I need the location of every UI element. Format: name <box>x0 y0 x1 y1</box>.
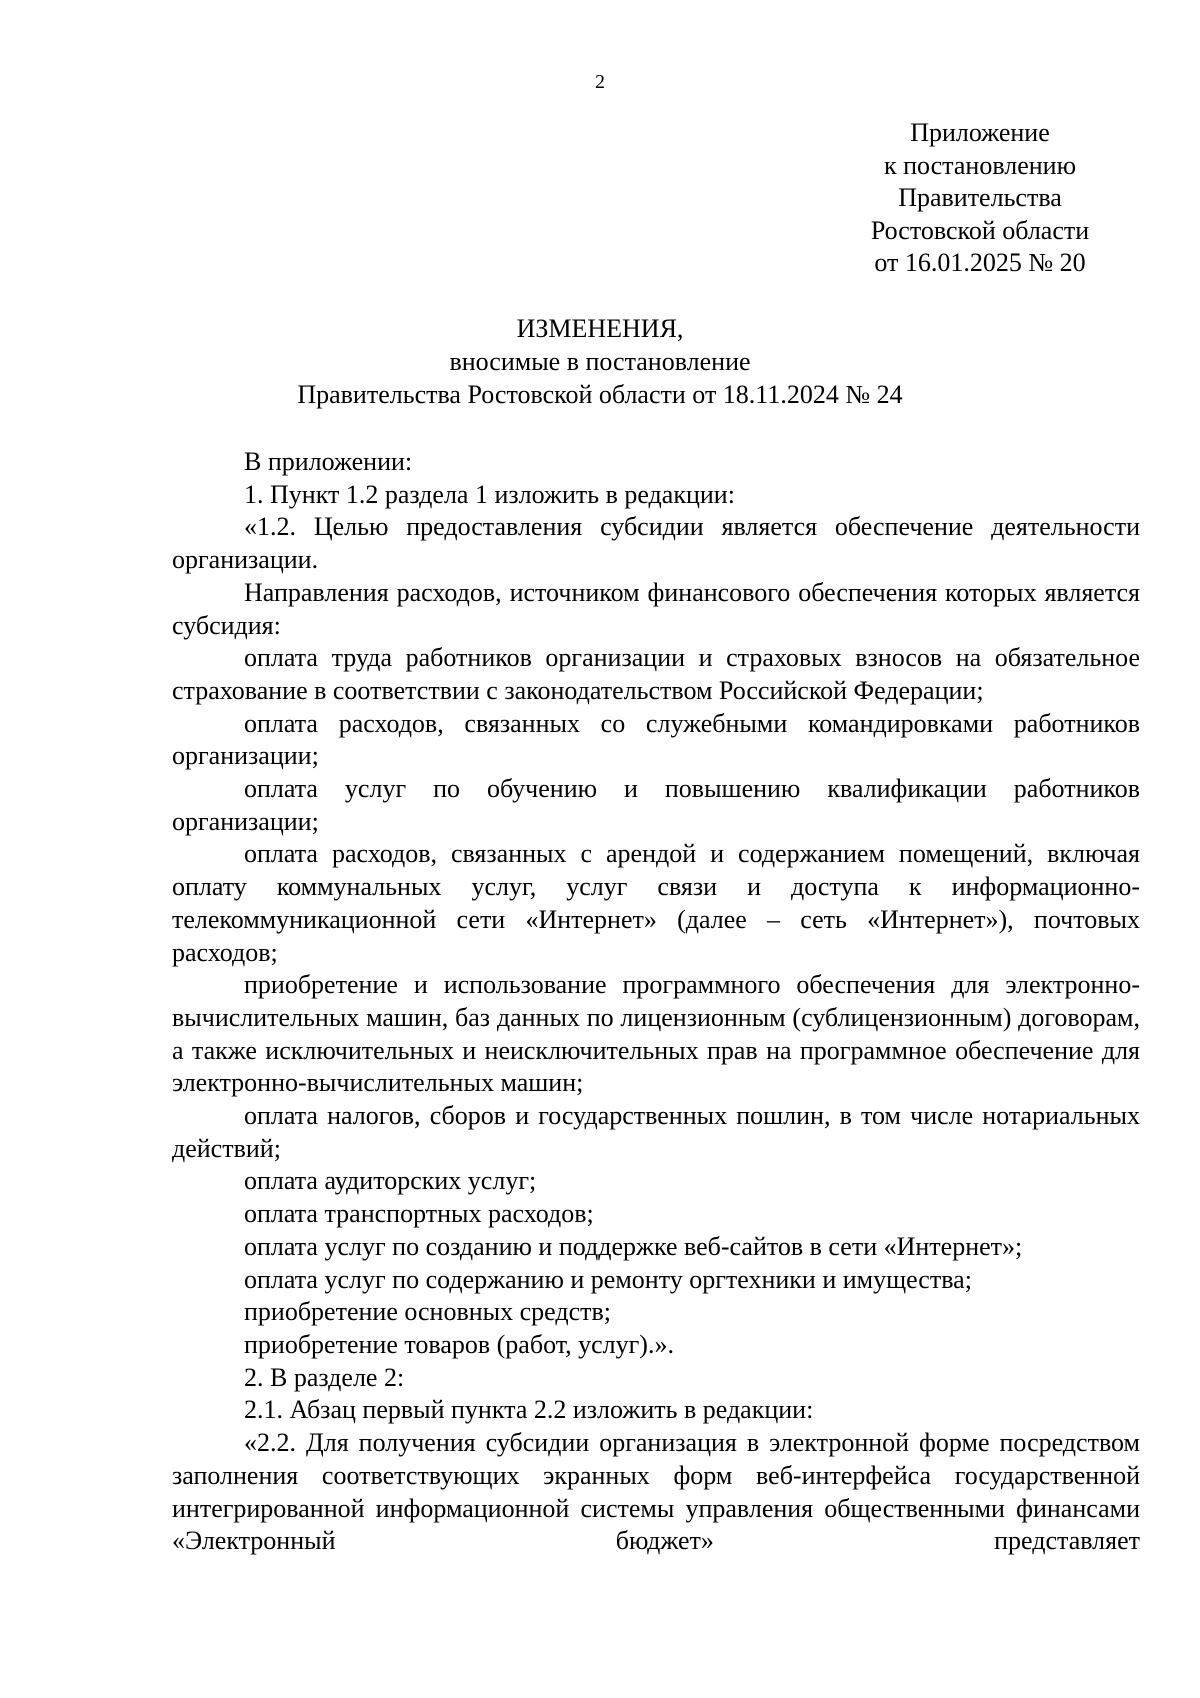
document-subtitle: Правительства Ростовской области от 18.11.2024 № 24 <box>297 380 903 409</box>
paragraph: Направления расходов, источником финансового обеспечения которых является субсидия: <box>172 577 1140 640</box>
appendix-line: от 16.01.2025 № 20 <box>874 248 1086 277</box>
paragraph: 1. Пункт 1.2 раздела 1 изложить в редакции: <box>244 479 735 509</box>
document-body <box>172 446 1140 1558</box>
paragraph: В приложении: <box>244 447 413 476</box>
appendix-line: Ростовской области <box>870 215 1090 245</box>
appendix-line: к постановлению <box>883 150 1077 180</box>
paragraph: оплата расходов, связанных с арендой и содержанием помещений, включая оплату коммунальных услуг, услуг связи и доступа к информационно-телекоммуникационной сети «Интернет» (далее – сеть «Интернет»), почтовых расходов; <box>172 839 1140 967</box>
paragraph: оплата труда работников организации и страховых взносов на обязательное страхование в соответствии с законодательством Российской Федерации; <box>172 643 1140 705</box>
paragraph: оплата услуг по созданию и поддержке веб-сайтов в сети «Интернет»; <box>244 1231 1023 1261</box>
paragraph: оплата расходов, связанных со служебными командировками работников организации; <box>172 708 1140 771</box>
paragraph: 2. В разделе 2: <box>244 1362 405 1392</box>
appendix-block <box>820 117 1140 280</box>
paragraph: оплата налогов, сборов и государственных пошлин, в том числе нотариальных действий; <box>172 1101 1140 1163</box>
paragraph: приобретение и использование программного обеспечения для электронно-вычислительных машин, баз данных по лицензионным (сублицензионным) договорам, а также исключительных и неисключительных прав на программное обеспечение для электронно-вычислительных машин; <box>172 970 1140 1098</box>
paragraph: приобретение товаров (работ, услуг).». <box>244 1329 674 1359</box>
appendix-line: Правительства <box>898 183 1062 212</box>
document-subtitle: вносимые в постановление <box>449 347 751 376</box>
title-block <box>0 312 1200 411</box>
paragraph: оплата услуг по содержанию и ремонту оргтехники и имущества; <box>244 1264 972 1294</box>
paragraph: «2.2. Для получения субсидии организация в электронной форме посредством заполнения соответствующих экранных форм веб-интерфейса государственной интегрированной информационной системы управления общественными финансами «Электронный бюджет» представляет <box>172 1428 1140 1556</box>
appendix-line: Приложение <box>910 118 1050 147</box>
paragraph: оплата транспортных расходов; <box>244 1199 594 1229</box>
document-heading: ИЗМЕНЕНИЯ, <box>516 314 684 343</box>
paragraph: оплата услуг по обучению и повышению квалификации работников организации; <box>172 774 1140 836</box>
paragraph: 2.1. Абзац первый пункта 2.2 изложить в редакции: <box>244 1395 814 1425</box>
paragraph: «1.2. Целью предоставления субсидии является обеспечение деятельности организации. <box>172 512 1140 575</box>
page-number: 2 <box>595 71 605 93</box>
paragraph: приобретение основных средств; <box>244 1297 611 1327</box>
paragraph: оплата аудиторских услуг; <box>244 1166 537 1196</box>
